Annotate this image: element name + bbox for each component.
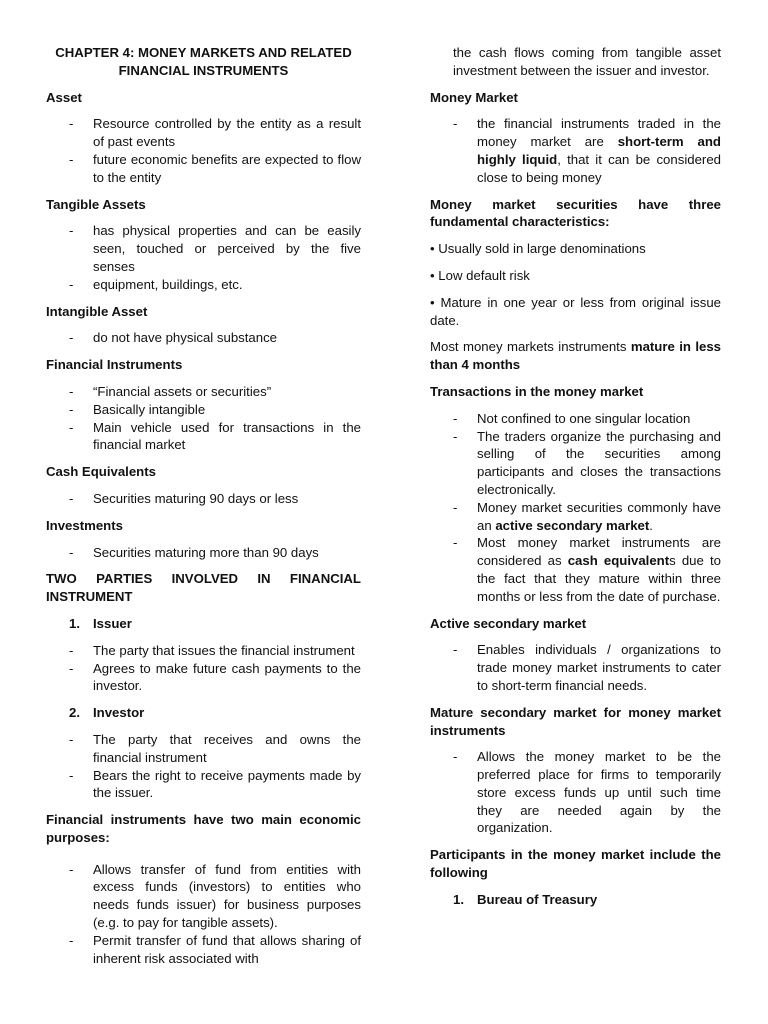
bullet-item: • Low default risk bbox=[430, 267, 530, 283]
text-run-bold: active secondary market bbox=[495, 517, 650, 533]
active-secondary-heading: Active secondary market bbox=[430, 615, 587, 631]
text-run: the financial instruments traded in the money market are bbox=[477, 116, 721, 150]
active-secondary-list bbox=[430, 641, 721, 694]
issuer-list bbox=[46, 642, 361, 695]
transactions-heading: Transactions in the money market bbox=[430, 383, 644, 399]
text-run: s due to the fact that they mature within three months or less from the date of purchase. bbox=[477, 553, 721, 604]
list-item: - has physical properties and can be easily seen, touched or perceived by the five senses bbox=[46, 222, 361, 275]
list-item: - Basically intangible bbox=[46, 401, 361, 419]
chapter-title bbox=[46, 44, 361, 80]
issuer-numbered-item bbox=[46, 615, 361, 633]
cash-equivalents-list bbox=[46, 490, 361, 508]
continued-text: the cash flows coming from tangible asset investment between the issuer and investor. bbox=[453, 45, 721, 78]
text-run: Most money markets instruments bbox=[430, 339, 631, 355]
characteristics-heading: Money market securities have three fundamental characteristics: bbox=[430, 196, 721, 230]
text-run: , that it can be considered close to being money bbox=[477, 151, 721, 185]
investments-heading: Investments bbox=[46, 517, 123, 533]
list-item: - Bears the right to receive payments made by the issuer. bbox=[46, 767, 361, 803]
participants-list bbox=[430, 891, 721, 909]
asset-heading: Asset bbox=[46, 89, 82, 105]
list-item: - future economic benefits are expected to flow to the entity bbox=[46, 151, 361, 187]
numbered-item-issuer bbox=[46, 615, 361, 633]
text-run: . bbox=[649, 517, 653, 533]
cash-equivalents-heading: Cash Equivalents bbox=[46, 464, 156, 480]
participants-heading: Participants in the money market include the following bbox=[430, 847, 721, 881]
text-run-bold: mature in less than 4 months bbox=[430, 339, 722, 373]
list-item: - Permit transfer of fund that allows sharing of inherent risk associated with bbox=[46, 932, 361, 968]
bullet-item: • Usually sold in large denominations bbox=[430, 241, 646, 257]
list-item: - Securities maturing more than 90 days bbox=[46, 544, 361, 562]
text-run-bold: cash equivalent bbox=[567, 553, 670, 569]
tangible-assets-list bbox=[46, 222, 361, 293]
money-market-list bbox=[430, 115, 721, 186]
list-item: - The traders organize the purchasing and selling of the securities among participants and closes the transactions electronically. bbox=[430, 428, 721, 499]
investor-list bbox=[46, 731, 361, 802]
list-item: - “Financial assets or securities” bbox=[46, 383, 361, 401]
text-run-bold: short-term and highly liquid bbox=[477, 134, 721, 167]
transactions-list bbox=[430, 410, 721, 606]
list-item: - do not have physical substance bbox=[46, 329, 361, 347]
tangible-assets-heading: Tangible Assets bbox=[46, 196, 146, 212]
list-item: - Main vehicle used for transactions in the financial market bbox=[46, 419, 361, 455]
numbered-item-bureau-of-treasury bbox=[430, 891, 721, 909]
list-item: - Resource controlled by the entity as a result of past events bbox=[46, 115, 361, 151]
economic-purposes-heading: Financial instruments have two main economic purposes: bbox=[46, 812, 361, 845]
chapter-title-line1: CHAPTER 4: MONEY MARKETS AND RELATED bbox=[55, 45, 352, 60]
asset-list bbox=[46, 115, 361, 186]
intangible-asset-list bbox=[46, 329, 361, 347]
intangible-asset-heading: Intangible Asset bbox=[46, 303, 148, 319]
bullet-item: • Mature in one year or less from original issue date. bbox=[430, 294, 721, 328]
item-number: 1. bbox=[453, 891, 464, 907]
left-column bbox=[46, 0, 361, 967]
maturity-note bbox=[430, 338, 721, 374]
participant-label: Bureau of Treasury bbox=[477, 891, 598, 907]
list-item: - The party that issues the financial instrument bbox=[46, 642, 361, 660]
numbered-item-investor bbox=[46, 704, 361, 722]
item-number: 1. bbox=[69, 615, 80, 631]
investor-numbered-item bbox=[46, 704, 361, 722]
economic-purposes-list bbox=[46, 861, 361, 968]
mature-secondary-heading: Mature secondary market for money market instruments bbox=[430, 704, 721, 738]
list-item: - The party that receives and owns the financial instrument bbox=[46, 731, 361, 767]
list-item: - Allows transfer of fund from entities with excess funds (investors) to entities who needs funds issuer) for business purposes (e.g. to pay for tangible assets). bbox=[46, 861, 361, 932]
financial-instruments-heading: Financial Instruments bbox=[46, 357, 183, 373]
right-column bbox=[430, 0, 721, 909]
list-item: - Securities maturing 90 days or less bbox=[46, 490, 361, 508]
financial-instruments-list bbox=[46, 383, 361, 454]
two-parties-heading: TWO PARTIES INVOLVED IN FINANCIAL INSTRUMENT bbox=[46, 571, 361, 605]
text-run: Most money market instruments are considered as bbox=[477, 535, 721, 569]
list-item: - equipment, buildings, etc. bbox=[46, 276, 361, 294]
text-run: Money market securities commonly have an bbox=[477, 499, 721, 533]
list-item: - Agrees to make future cash payments to the investor. bbox=[46, 660, 361, 696]
money-market-heading: Money Market bbox=[430, 89, 518, 105]
list-item: - Allows the money market to be the preferred place for firms to temporarily store excess funds up until such time they are needed again by the organization. bbox=[430, 748, 721, 837]
investor-label: Investor bbox=[93, 705, 145, 721]
list-item bbox=[430, 499, 721, 535]
chapter-title-line2: FINANCIAL INSTRUMENTS bbox=[118, 62, 289, 78]
list-item bbox=[430, 534, 721, 605]
issuer-label: Issuer bbox=[93, 615, 132, 631]
list-item: - Enables individuals / organizations to trade money market instruments to cater to short-term financial needs. bbox=[430, 641, 721, 694]
mature-secondary-list bbox=[430, 748, 721, 837]
list-item: - Not confined to one singular location bbox=[430, 410, 721, 428]
item-number: 2. bbox=[69, 705, 80, 721]
investments-list bbox=[46, 544, 361, 562]
list-item bbox=[430, 115, 721, 186]
